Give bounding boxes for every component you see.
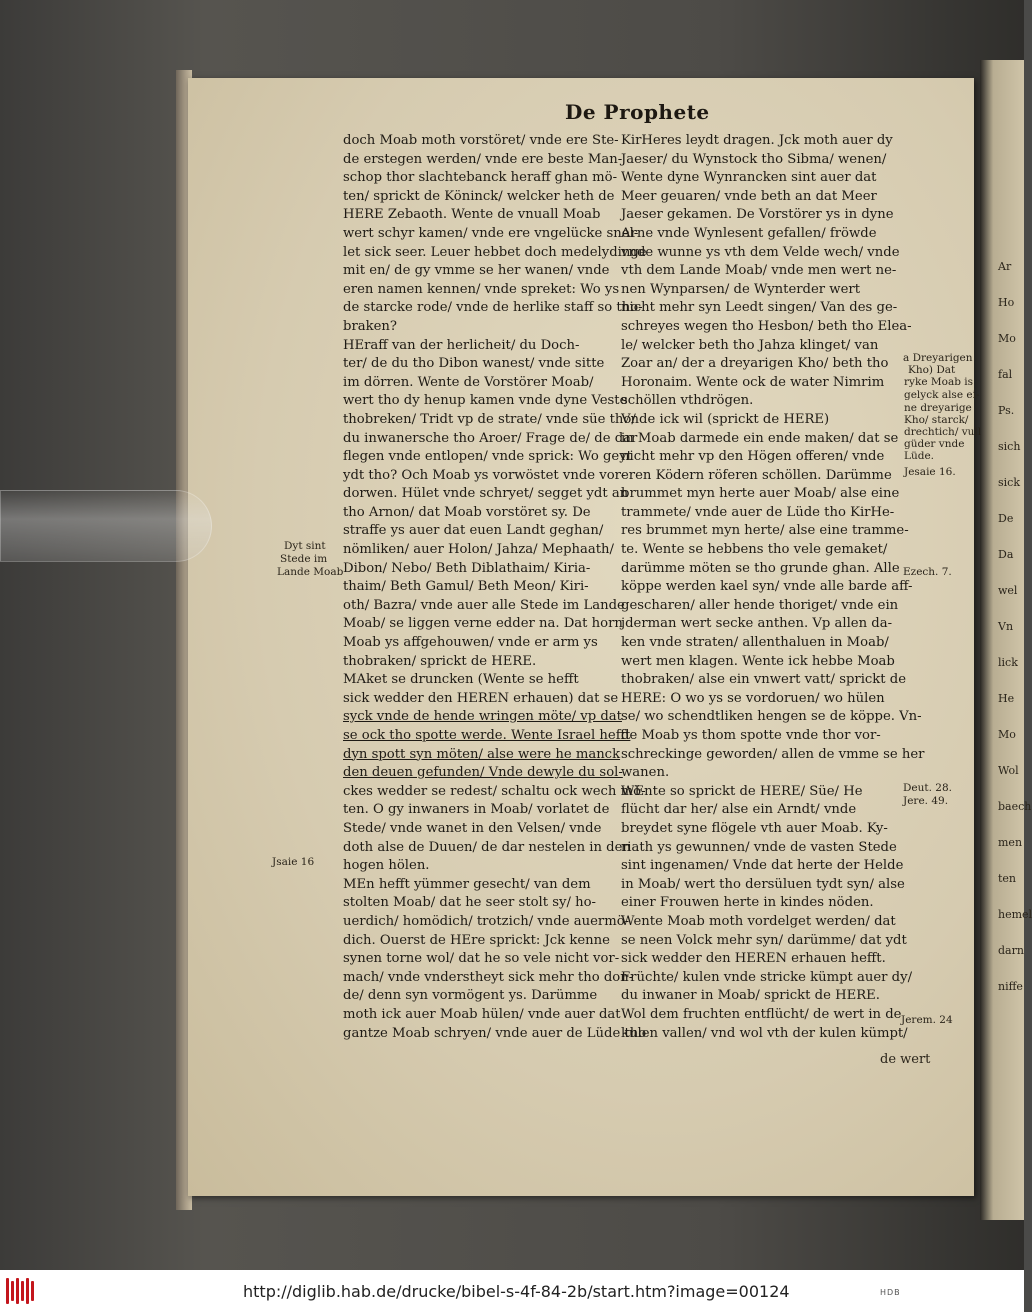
- margin-note: Kho/ starck/: [904, 414, 969, 426]
- facing-page-fragment: Vn: [998, 620, 1014, 633]
- facing-page-fragment: Ho: [998, 296, 1015, 309]
- text-line: eren Ködern röferen schöllen. Darümme: [621, 467, 892, 483]
- text-line: dyn spott syn möten/ alse were he manck: [343, 746, 621, 762]
- margin-note: Dyt sint: [284, 540, 326, 552]
- facing-page-fragment: Mo: [998, 332, 1016, 345]
- text-line: dorwen. Hület vnde schryet/ segget ydt an: [343, 486, 629, 502]
- text-line: in Moab/ wert tho dersüluen tydt syn/ alse: [621, 876, 905, 892]
- text-line: schop thor slachtebanck heraff ghan mö-: [343, 170, 618, 186]
- text-line: Dibon/ Nebo/ Beth Diblathaim/ Kiria-: [343, 560, 591, 576]
- text-line: wanen.: [621, 765, 670, 781]
- facing-page-fragment: De: [998, 512, 1014, 525]
- text-line: brummet myn herte auer Moab/ alse eine: [621, 486, 900, 502]
- text-line: straffe ys auer dat euen Landt geghan/: [343, 523, 604, 539]
- text-line: KirHeres leydt dragen. Jck moth auer dy: [621, 133, 893, 148]
- margin-note: drechtich/ vull: [904, 426, 982, 438]
- text-line: ter/ de du tho Dibon wanest/ vnde sitte: [343, 356, 605, 372]
- facing-page-fragment: Ar: [998, 260, 1012, 273]
- text-line: Jaeser gekamen. De Vorstörer ys in dyne: [621, 207, 894, 223]
- margin-note: Jsaie 16: [272, 856, 315, 868]
- margin-note: Lüde.: [904, 450, 935, 462]
- facing-page-fragment: Wol: [998, 764, 1019, 777]
- facing-page-fragment: darn: [998, 944, 1024, 957]
- facing-page-fragment: Mo: [998, 728, 1016, 741]
- right-text-column: [621, 132, 925, 1043]
- margin-note: a Dreyarigen: [903, 352, 973, 364]
- margin-note: Deut. 28.: [903, 782, 952, 794]
- text-line: ten/ sprickt de Köninck/ welcker heth de: [343, 188, 615, 204]
- text-line: sint ingenamen/ Vnde dat herte der Helde: [621, 858, 904, 874]
- footer-mark: HDB: [880, 1288, 901, 1297]
- margin-note: Lande Moab: [277, 566, 344, 578]
- text-line: Wol dem fruchten entflücht/ de wert in de: [621, 1006, 902, 1022]
- text-line: gantze Moab schryen/ vnde auer de Lüde tho: [343, 1025, 647, 1041]
- text-line: flegen vnde entlopen/ vnde sprick: Wo geyt: [343, 449, 632, 465]
- catchword: de wert: [880, 1052, 931, 1067]
- viewer-footer: [0, 1270, 1024, 1312]
- text-line: Arne vnde Wynlesent gefallen/ fröwde: [621, 225, 877, 241]
- text-line: ydt tho? Och Moab ys vorwöstet vnde vor-: [343, 467, 626, 483]
- text-line: doch Moab moth vorstöret/ vnde ere Ste-: [343, 133, 619, 148]
- text-line: thobraken/ sprickt de HERE.: [343, 653, 537, 669]
- text-line: se ock tho spotte werde. Wente Israel hefft: [343, 728, 631, 743]
- facing-page-fragment: sich: [998, 440, 1021, 453]
- text-line: MEn hefft yümmer gesecht/ van dem: [343, 876, 591, 892]
- text-line: du inwanersche tho Aroer/ Frage de/ de dar: [343, 430, 638, 446]
- text-line: mit en/ de gy vmme se her wanen/ vnde: [343, 263, 610, 279]
- text-line: du inwaner in Moab/ sprickt de HERE.: [621, 988, 880, 1004]
- text-line: ckes wedder se redest/ schaltu ock wech mö-: [343, 783, 646, 799]
- facing-page-fragment: ten: [998, 872, 1017, 885]
- facing-page-strip: [980, 60, 1032, 1220]
- text-line: darümme möten se tho grunde ghan. Alle: [621, 560, 900, 576]
- text-line: nömliken/ auer Holon/ Jahza/ Mephaath/: [343, 542, 614, 558]
- text-line: le/ welcker beth tho Jahza klinget/ van: [621, 337, 879, 353]
- text-line: se/ wo schendtliken hengen se de köppe. Vn-: [621, 709, 922, 725]
- facing-page-fragment: lick: [998, 656, 1018, 669]
- text-line: Jaeser/ du Wynstock tho Sibma/ wenen/: [621, 151, 887, 167]
- text-line: schreckinge geworden/ allen de vmme se her: [621, 746, 925, 762]
- text-line: ten. O gy inwaners in Moab/ vorlatet de: [343, 802, 610, 818]
- text-line: jderman wert secke anthen. Vp allen da-: [621, 616, 893, 632]
- text-line: thaim/ Beth Gamul/ Beth Meon/ Kiri-: [343, 579, 589, 595]
- facing-page-fragment: baech: [998, 800, 1032, 813]
- margin-note: ne dreyarige: [904, 402, 972, 414]
- text-line: Vnde ick wil (sprickt de HERE): [621, 411, 830, 427]
- running-head: De Prophete: [565, 100, 710, 124]
- text-line: uerdich/ homödich/ trotzich/ vnde auermö-: [343, 913, 630, 929]
- text-line: riath ys gewunnen/ vnde de vasten Stede: [621, 839, 897, 855]
- text-line: im dörren. Wente de Vorstörer Moab/: [343, 374, 594, 390]
- margin-note: ryke Moab is: [904, 376, 974, 388]
- text-line: vnde wunne ys vth dem Velde wech/ vnde: [621, 244, 900, 260]
- margin-note: Jesaie 16.: [904, 466, 956, 478]
- text-line: te. Wente se hebbens tho vele gemaket/: [621, 542, 888, 558]
- margin-note: Kho) Dat: [908, 364, 956, 376]
- text-line: de Moab ys thom spotte vnde thor vor-: [621, 728, 881, 743]
- facing-page-fragment: Ps.: [998, 404, 1015, 417]
- left-text-column: [343, 132, 647, 1043]
- text-line: MAket se druncken (Wente se hefft: [343, 672, 579, 688]
- text-line: de/ denn syn vormögent ys. Darümme: [343, 988, 598, 1004]
- text-line: trammete/ vnde auer de Lüde tho KirHe-: [621, 504, 895, 520]
- facing-page-fragment: Da: [998, 548, 1014, 561]
- text-line: HERE Zebaoth. Wente de vnuall Moab: [343, 207, 601, 223]
- text-line: Moab/ se liggen verne edder na. Dat horn: [343, 616, 623, 632]
- text-line: gescharen/ aller hende thoriget/ vnde ein: [621, 597, 899, 613]
- text-line: breydet syne flögele vth auer Moab. Ky-: [621, 820, 888, 836]
- text-line: Zoar an/ der a dreyarigen Kho/ beth tho: [621, 356, 889, 372]
- margin-note: Jerem. 24: [901, 1014, 953, 1026]
- text-line: kulen vallen/ vnd wol vth der kulen kümpt/: [621, 1025, 908, 1041]
- margin-note: Jere. 49.: [903, 795, 949, 807]
- text-line: thobraken/ alse ein vnwert vatt/ sprickt de: [621, 672, 907, 688]
- facing-page-fragment: men: [998, 836, 1023, 849]
- text-line: wert tho dy henup kamen vnde dyne Veste: [343, 393, 628, 409]
- text-line: schöllen vthdrögen.: [621, 393, 754, 409]
- facing-page-fragment: He: [998, 692, 1015, 705]
- text-line: de starcke rode/ vnde de herlike staff so tho-: [343, 300, 643, 316]
- text-line: Stede/ vnde wanet in den Velsen/ vnde: [343, 820, 602, 836]
- text-line: wert men klagen. Wente ick hebbe Moab: [621, 653, 895, 669]
- facing-page-fragment: wel: [998, 584, 1018, 597]
- text-line: oth/ Bazra/ vnde auer alle Stede im Lande: [343, 597, 625, 613]
- text-line: se neen Volck mehr syn/ darümme/ dat ydt: [621, 932, 907, 948]
- text-line: nicht mehr vp den Högen offeren/ vnde: [621, 449, 885, 465]
- text-line: in Moab darmede ein ende maken/ dat se: [621, 430, 899, 446]
- text-line: stolten Moab/ dat he seer stolt sy/ ho-: [343, 895, 597, 911]
- text-line: HERE: O wo ys se vordoruen/ wo hülen: [621, 690, 885, 706]
- text-line: vth dem Lande Moab/ vnde men wert ne-: [621, 263, 897, 279]
- text-line: wert schyr kamen/ vnde ere vngelücke snel-: [343, 225, 639, 241]
- facing-page-fragment: hemel: [998, 908, 1032, 921]
- facing-page-fragment: fal: [998, 368, 1013, 381]
- text-line: Wente dyne Wynrancken sint auer dat: [621, 170, 877, 186]
- text-line: Früchte/ kulen vnde stricke kümpt auer dy/: [621, 969, 913, 985]
- text-line: schreyes wegen tho Hesbon/ beth tho Elea-: [621, 318, 912, 334]
- text-line: Moab ys affgehouwen/ vnde er arm ys: [343, 635, 598, 651]
- page-url[interactable]: http://diglib.hab.de/drucke/bibel-s-4f-84-2b/start.htm?image=00124: [243, 1282, 790, 1301]
- text-line: Wente Moab moth vordelget werden/ dat: [621, 913, 896, 929]
- text-line: köppe werden kael syn/ vnde alle barde aff-: [621, 579, 913, 595]
- text-line: tho Arnon/ dat Moab vorstöret sy. De: [343, 504, 591, 520]
- text-line: nen Wynparsen/ de Wynterder wert: [621, 281, 860, 297]
- text-line: braken?: [343, 318, 397, 334]
- text-line: synen torne wol/ dat he so vele nicht vor-: [343, 951, 620, 967]
- margin-note: gelyck alse ei-: [904, 389, 980, 401]
- facing-page-fragment: sick: [998, 476, 1020, 489]
- text-line: res brummet myn herte/ alse eine tramme-: [621, 523, 909, 539]
- text-line: nicht mehr syn Leedt singen/ Van des ge-: [621, 300, 898, 316]
- glass-page-holder: [0, 490, 212, 562]
- text-line: syck vnde de hende wringen möte/ vp dat: [343, 709, 622, 725]
- text-line: Meer geuaren/ vnde beth an dat Meer: [621, 188, 877, 204]
- margin-note: Stede im: [280, 553, 328, 565]
- text-line: sick wedder den HEREN erhauen) dat se: [343, 690, 619, 706]
- text-line: eren namen kennen/ vnde spreket: Wo ys: [343, 281, 620, 297]
- facing-page-fragment: niffe: [998, 980, 1023, 993]
- text-line: HEraff van der herlicheit/ du Doch-: [343, 337, 580, 353]
- text-line: ken vnde straten/ allenthaluen in Moab/: [621, 635, 889, 651]
- text-line: WEnte so sprickt de HERE/ Süe/ He: [621, 783, 863, 799]
- margin-note: Ezech. 7.: [903, 566, 952, 578]
- text-line: flücht dar her/ alse ein Arndt/ vnde: [621, 802, 857, 818]
- text-line: Horonaim. Wente ock de water Nimrim: [621, 374, 885, 390]
- text-line: let sick seer. Leuer hebbet doch medelydinge: [343, 244, 647, 260]
- text-line: hogen hölen.: [343, 858, 430, 874]
- text-line: mach/ vnde vnderstheyt sick mehr tho don-: [343, 969, 634, 985]
- text-line: doth alse de Duuen/ de dar nestelen in den: [343, 839, 631, 855]
- text-line: thobreken/ Tridt vp de strate/ vnde süe tho/: [343, 411, 636, 427]
- text-line: dich. Ouerst de HEre sprickt: Jck kenne: [343, 932, 610, 948]
- text-line: den deuen gefunden/ Vnde dewyle du sol-: [343, 765, 623, 781]
- text-line: moth ick auer Moab hülen/ vnde auer dat: [343, 1006, 621, 1022]
- hab-logo-icon[interactable]: [6, 1276, 36, 1306]
- text-line: de erstegen werden/ vnde ere beste Man-: [343, 151, 623, 167]
- margin-note: güder vnde: [904, 438, 965, 450]
- text-line: sick wedder den HEREN erhauen hefft.: [621, 951, 886, 967]
- text-line: einer Frouwen herte in kindes nöden.: [621, 895, 874, 911]
